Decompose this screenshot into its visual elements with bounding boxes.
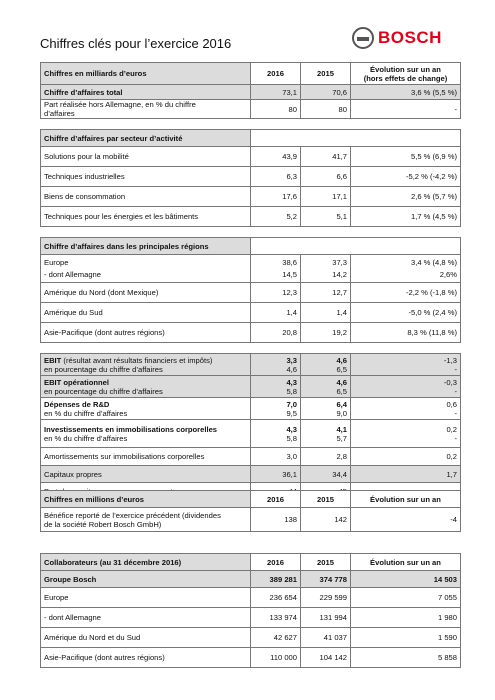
header-evolution: Évolution sur un an	[351, 554, 461, 571]
row-label: - dont Allemagne	[41, 608, 251, 628]
header-year-2016: 2016	[251, 491, 301, 508]
table-header-row	[41, 554, 461, 571]
value-2016: 5,2	[251, 207, 301, 227]
value-2015: 142	[301, 508, 351, 532]
header-year-2015: 2015	[301, 491, 351, 508]
value-evolution: -5,2 % (-4,2 %)	[351, 167, 461, 187]
row-label: Asie-Pacifique (dont autres régions)	[41, 648, 251, 668]
value-2016: 42 627	[251, 628, 301, 648]
value-2016: 6,3	[251, 167, 301, 187]
page-title: Chiffres clés pour l’exercice 2016	[40, 36, 232, 51]
row-label: Techniques pour les énergies et les bâtiments	[41, 207, 251, 227]
value-2015: 41,7	[301, 147, 351, 167]
table-row-investissements	[41, 420, 461, 448]
value-evolution: 7 055	[351, 588, 461, 608]
bosch-logo	[352, 26, 462, 50]
bosch-armature-icon	[352, 27, 374, 49]
value-2016: 17,6	[251, 187, 301, 207]
section-title: Chiffre d’affaires par secteur d’activité	[41, 130, 251, 147]
header-year-2015: 2015	[301, 554, 351, 571]
value-2015: 17,1	[301, 187, 351, 207]
value-evolution: 3,4 % (4,8 %) 2,6%	[351, 255, 461, 283]
table-row-hors-allemagne	[41, 100, 461, 119]
header-label: Chiffres en millions d’euros	[41, 491, 251, 508]
value-evolution: -0,3 -	[351, 376, 461, 398]
table-row-europe	[41, 255, 461, 283]
header-evolution: Évolution sur un an	[351, 491, 461, 508]
header-label: Chiffres en milliards d’euros	[41, 63, 251, 85]
value-evolution: 0,6 -	[351, 398, 461, 420]
value-2016: 3,3 4,6	[251, 354, 301, 376]
value-2016: 138	[251, 508, 301, 532]
value-2015: 19,2	[301, 323, 351, 343]
value-evolution: 5,5 % (6,9 %)	[351, 147, 461, 167]
value-2015: 80	[301, 100, 351, 119]
table-row	[41, 648, 461, 668]
row-label: Solutions pour la mobilité	[41, 147, 251, 167]
value-2015: 1,4	[301, 303, 351, 323]
value-2016: 7,0 9,5	[251, 398, 301, 420]
section-title-regions	[41, 238, 461, 255]
table-row-benefice	[41, 508, 461, 532]
table-row	[41, 167, 461, 187]
value-2015: 229 599	[301, 588, 351, 608]
header-year-2015: 2015	[301, 63, 351, 85]
header-evolution: Évolution sur un an (hors effets de change)	[351, 63, 461, 85]
table-row-groupe	[41, 571, 461, 588]
table-millions	[40, 490, 461, 532]
value-evolution: -	[351, 100, 461, 119]
value-evolution: 1,7	[351, 466, 461, 483]
table-header-row	[41, 491, 461, 508]
value-2016: 3,0	[251, 448, 301, 466]
bosch-logo-text: BOSCH	[378, 28, 442, 47]
table-row	[41, 588, 461, 608]
value-2015: 34,4	[301, 466, 351, 483]
row-label: Techniques industrielles	[41, 167, 251, 187]
table-row-ebit-operationnel	[41, 376, 461, 398]
row-label: Bénéfice reporté de l’exercice précédent (dividendes de la société Robert Bosch GmbH)	[41, 508, 251, 532]
value-2015: 12,7	[301, 283, 351, 303]
table-header-row	[41, 63, 461, 85]
value-2015: 4,6 6,5	[301, 354, 351, 376]
table-row-rd	[41, 398, 461, 420]
table-row	[41, 283, 461, 303]
value-evolution: 0,2 -	[351, 420, 461, 448]
value-2016: 133 974	[251, 608, 301, 628]
value-2016: 389 281	[251, 571, 301, 588]
value-evolution: 5 858	[351, 648, 461, 668]
table-key-figures-billions	[40, 62, 461, 501]
table-row	[41, 608, 461, 628]
value-2015: 5,1	[301, 207, 351, 227]
table-row-capitaux-propres	[41, 466, 461, 483]
value-2016: 236 654	[251, 588, 301, 608]
value-2016: 20,8	[251, 323, 301, 343]
value-evolution: -5,0 % (2,4 %)	[351, 303, 461, 323]
value-2015: 374 778	[301, 571, 351, 588]
row-label: Groupe Bosch	[41, 571, 251, 588]
row-label: Asie-Pacifique (dont autres régions)	[41, 323, 251, 343]
value-evolution: 1 590	[351, 628, 461, 648]
row-label: Europe - dont Allemagne	[41, 255, 251, 283]
value-evolution: 14 503	[351, 571, 461, 588]
table-row-ebit	[41, 354, 461, 376]
table-row	[41, 303, 461, 323]
row-label: Amortissements sur immobilisations corporelles	[41, 448, 251, 466]
value-evolution: -4	[351, 508, 461, 532]
value-2016: 80	[251, 100, 301, 119]
value-2016: 43,9	[251, 147, 301, 167]
row-label: Chiffre d’affaires total	[41, 85, 251, 100]
value-evolution: 3,6 % (5,5 %)	[351, 85, 461, 100]
row-label: Amérique du Nord et du Sud	[41, 628, 251, 648]
section-title-secteurs	[41, 130, 461, 147]
value-evolution: 8,3 % (11,8 %)	[351, 323, 461, 343]
value-2015: 41 037	[301, 628, 351, 648]
value-2015: 37,3 14,2	[301, 255, 351, 283]
row-label: Capitaux propres	[41, 466, 251, 483]
row-label: EBIT opérationnel en pourcentage du chiffre d’affaires	[41, 376, 251, 398]
value-2016: 1,4	[251, 303, 301, 323]
value-2015: 4,6 6,5	[301, 376, 351, 398]
table-row	[41, 147, 461, 167]
value-2015: 104 142	[301, 648, 351, 668]
table-row	[41, 187, 461, 207]
table-row-amortissements	[41, 448, 461, 466]
table-collaborateurs	[40, 553, 461, 668]
row-label: EBIT (résultat avant résultats financiers et impôts) en pourcentage du chiffre d’affaires	[41, 354, 251, 376]
section-title: Chiffre d’affaires dans les principales régions	[41, 238, 251, 255]
row-label: Biens de consommation	[41, 187, 251, 207]
header-year-2016: 2016	[251, 554, 301, 571]
value-2015: 70,6	[301, 85, 351, 100]
table-row	[41, 207, 461, 227]
value-2016: 4,3 5,8	[251, 420, 301, 448]
value-2015: 4,1 5,7	[301, 420, 351, 448]
row-label: Part réalisée hors Allemagne, en % du chiffre d’affaires	[41, 100, 251, 119]
value-2015: 6,6	[301, 167, 351, 187]
row-label: Amérique du Sud	[41, 303, 251, 323]
row-label: Investissements en immobilisations corporelles en % du chiffre d’affaires	[41, 420, 251, 448]
table-row	[41, 323, 461, 343]
header-label: Collaborateurs (au 31 décembre 2016)	[41, 554, 251, 571]
value-2016: 110 000	[251, 648, 301, 668]
value-2015: 6,4 9,0	[301, 398, 351, 420]
value-evolution: 1 980	[351, 608, 461, 628]
row-label: Dépenses de R&D en % du chiffre d’affaires	[41, 398, 251, 420]
header-year-2016: 2016	[251, 63, 301, 85]
table-row	[41, 628, 461, 648]
row-label: Europe	[41, 588, 251, 608]
table-row-ca-total	[41, 85, 461, 100]
row-label: Amérique du Nord (dont Mexique)	[41, 283, 251, 303]
value-2016: 38,6 14,5	[251, 255, 301, 283]
value-evolution: 2,6 % (5,7 %)	[351, 187, 461, 207]
value-2016: 12,3	[251, 283, 301, 303]
value-2016: 36,1	[251, 466, 301, 483]
value-2015: 131 994	[301, 608, 351, 628]
value-evolution: -2,2 % (-1,8 %)	[351, 283, 461, 303]
value-2016: 73,1	[251, 85, 301, 100]
value-2016: 4,3 5,8	[251, 376, 301, 398]
value-2015: 2,8	[301, 448, 351, 466]
value-evolution: -1,3 -	[351, 354, 461, 376]
value-evolution: 0,2	[351, 448, 461, 466]
value-evolution: 1,7 % (4,5 %)	[351, 207, 461, 227]
